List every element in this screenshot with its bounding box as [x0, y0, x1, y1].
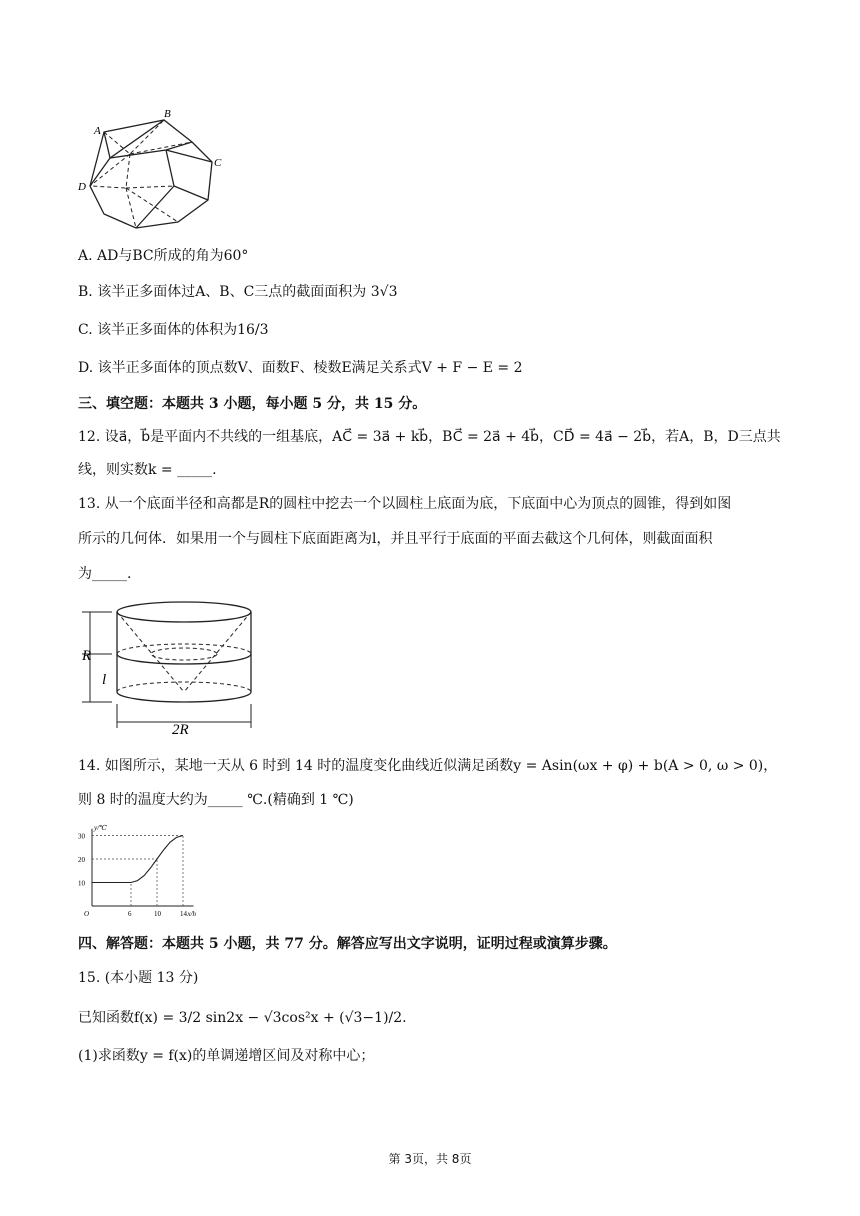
q14-line-2: 则 8 时的温度大约为_____ ℃.(精确到 1 ℃) [78, 792, 354, 808]
y-tick-label: 20 [78, 856, 85, 864]
q13-line-1: 13. 从一个底面半径和高都是R的圆柱中挖去一个以圆柱上底面为底，下底面中心为顶点的圆锥，得到如图 [78, 496, 732, 512]
origin-label: O [84, 910, 90, 918]
q12-line-1: 12. 设a⃗，b⃗是平面内不共线的一组基底，AC⃗ = 3a⃗ + kb⃗，BC⃗ = 2a⃗ + 4b⃗，CD⃗ = 4a⃗ − 2b⃗，若A，B，D三点共 [78, 429, 781, 445]
q15-title: 15. (本小题 13 分) [78, 970, 199, 986]
label-l: l [102, 672, 107, 688]
temperature-curve [131, 836, 183, 883]
q14-line-1: 14. 如图所示，某地一天从 6 时到 14 时的温度变化曲线近似满足函数y = Asin(ωx + φ) + b(A > 0, ω > 0)， [78, 758, 778, 774]
label-C: C [214, 157, 222, 169]
label-D: D [78, 181, 86, 193]
cylinder-figure [76, 596, 276, 740]
section4-heading: 四、解答题：本题共 5 小题，共 77 分。解答应写出文字说明，证明过程或演算步骤。 [78, 936, 617, 952]
x-tick-label: 6 [128, 910, 132, 918]
section3-heading: 三、填空题：本题共 3 小题，每小题 5 分，共 15 分。 [78, 396, 427, 412]
y-tick-label: 30 [78, 832, 85, 841]
page-footer: 第 3页，共 8页 [388, 1152, 472, 1166]
temperature-chart [76, 822, 206, 918]
q11-option-a: A. AD与BC所成的角为60° [78, 248, 249, 264]
label-R: R [82, 648, 92, 664]
x-tick-label: 10 [154, 910, 161, 918]
q11-option-c: C. 该半正多面体的体积为16/3 [78, 322, 269, 338]
q11-option-b: B. 该半正多面体过A、B、C三点的截面面积为 3√3 [78, 284, 398, 300]
x-axis-label: x/h [187, 910, 197, 918]
polyhedron-figure [74, 104, 234, 234]
label-A: A [94, 125, 101, 137]
q12-line-2: 线，则实数k = _____. [78, 462, 217, 478]
q15-function: 已知函数f(x) = 3/2 sin2x − √3cos²x + (√3−1)/2. [78, 1010, 407, 1026]
q15-part1: (1)求函数y = f(x)的单调递增区间及对称中心； [78, 1048, 375, 1064]
y-tick-label: 10 [78, 879, 85, 888]
label-2R: 2R [172, 722, 189, 738]
x-tick-label: 14 [180, 910, 187, 918]
q11-option-d: D. 该半正多面体的顶点数V、面数F、棱数E满足关系式V + F − E = 2 [78, 360, 523, 376]
q13-line-3: 为_____. [78, 566, 132, 582]
y-axis-label: y/℃ [94, 824, 107, 832]
label-B: B [164, 108, 171, 120]
q13-line-2: 所示的几何体．如果用一个与圆柱下底面距离为l，并且平行于底面的平面去截这个几何体，则截面面积 [78, 531, 713, 547]
